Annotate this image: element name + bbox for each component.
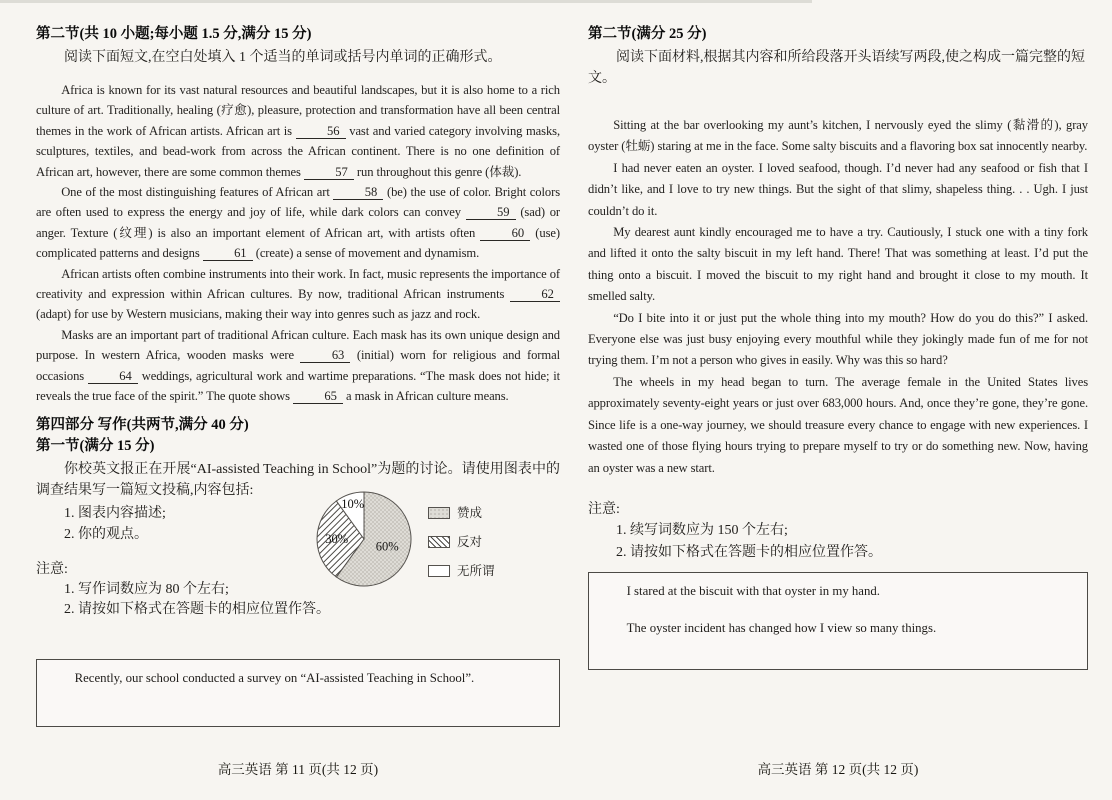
cloze-blank-59: 59 xyxy=(466,207,516,220)
pie-percent-label: 10% xyxy=(341,496,365,511)
notice-label: 注意: xyxy=(588,501,620,517)
cloze-paragraph-4: Masks are an important part of traditional African culture. Each mask has its own unique design and purpose. In western Africa, wooden masks were 63 (initial) worn for religious and formal occasions 64 weddings, agricultural work and wartime preparations. “The mask does not hide; it reveals the true face of the spirit.” The quote shows 65 a mask in African culture means. xyxy=(36,327,561,404)
page-12 xyxy=(588,24,1088,796)
notice-item: 1. 续写词数应为 150 个左右; xyxy=(616,522,788,538)
story-paragraph-2: I had never eaten an oyster. I loved seafood, though. I’d never had any seafood or fish that I didn’t like, and I love to try new things. But the sight of that slimy, shapeless thing. . . Ugh. I just couldn’t do it. xyxy=(588,160,1088,218)
continuation-opening-1: I stared at the biscuit with that oyster in my hand. xyxy=(626,583,880,598)
section1-heading: 第一节(满分 15 分) xyxy=(36,437,155,454)
legend-label: 赞成 xyxy=(457,505,483,520)
notice-items xyxy=(588,520,1088,564)
cloze-blank-56: 56 xyxy=(296,126,346,139)
continuation-opening-2: The oyster incident has changed how I view so many things. xyxy=(626,620,937,635)
answer-format-box xyxy=(588,572,1088,670)
cloze-passage xyxy=(36,80,560,407)
legend-swatch xyxy=(428,565,450,577)
cloze-blank-64: 64 xyxy=(88,371,138,384)
cloze-paragraph-2: One of the most distinguishing features of African art 58 (be) the use of color. Bright colors are often used to express the energy and joy of life, while dark colors can convey 59 (sad) or anger. Texture (纹理) is also an important element of African art, with artists often 60 (use) complicated patterns and designs 61 (create) a sense of movement and dynamism. xyxy=(36,185,560,261)
scan-edge-artifact xyxy=(0,0,812,3)
notice-item: 2. 请按如下格式在答题卡的相应位置作答。 xyxy=(616,544,882,560)
survey-pie-chart xyxy=(296,481,526,595)
writing-prompt: 你校英文报正在开展“AI-assisted Teaching in School”为题的讨论。请使用图表中的调查结果写一篇短文投稿,内容包括: xyxy=(36,461,560,498)
pie-percent-label: 60% xyxy=(375,539,399,554)
story-passage xyxy=(588,115,1088,479)
notice-item: 2. 请按如下格式在答题卡的相应位置作答。 xyxy=(64,601,330,617)
notice-item: 1. 写作词数应为 80 个左右; xyxy=(64,581,229,597)
story-paragraph-3: My dearest aunt kindly encouraged me to have a try. Cautiously, I stuck one with a tiny fork and lifted it onto the salty biscuit in my left hand. There! That was something at least. I’d put the thing onto a biscuit. I moved the biscuit to my right hand and brought it close to my mouth. It smelled salty. xyxy=(588,225,1088,304)
writing-prompt-body xyxy=(36,496,560,651)
legend-swatch xyxy=(428,507,450,519)
cloze-blank-57: 57 xyxy=(304,167,354,180)
answer-format-box xyxy=(36,659,560,727)
writing-point: 1. 图表内容描述; xyxy=(64,505,166,521)
legend-item xyxy=(428,503,495,524)
cloze-blank-58: 58 xyxy=(333,187,383,200)
page-footer: 高三英语 第 11 页(共 12 页) xyxy=(217,762,379,777)
story-paragraph-5: The wheels in my head began to turn. The average female in the United States lives approximately seventy-eight years or just over 683,000 hours. And, once they’re gone, they’re gone. Since life is a one-way journey, we should treasure every chance to engage with new experiences. I wasted one of those flying hours trying to prepare myself to try or do something new. Now, having an oyster was a new start. xyxy=(588,374,1088,475)
cloze-paragraph-1: Africa is known for its vast natural resources and beautiful landscapes, but it is also home to a rich culture of art. Traditionally, healing (疗愈), pleasure, protection and transformation have all been central themes in the work of African artists. African art is 56 vast and varied category involving masks, sculptures, textiles, and bead-work from across the African continent. There is no one definition of African art, however, there are some common themes 57 run throughout this genre (体裁). xyxy=(36,83,561,179)
pie-percent-label: 30% xyxy=(325,531,349,546)
story-paragraph-4: “Do I bite into it or just put the whole thing into my mouth? How do you do this?” I asked. Everyone else was just busy enjoying every mouthful while they jokingly made fun of me for not trying them. I’m not a person who gives in easily. Why was this so hard? xyxy=(588,310,1088,368)
legend-item xyxy=(428,532,495,553)
cloze-blank-65: 65 xyxy=(293,391,343,404)
section2-instruction: 阅读下面材料,根据其内容和所给段落开头语续写两段,使之构成一篇完整的短文。 xyxy=(588,50,1085,86)
legend-label: 反对 xyxy=(457,534,483,549)
legend-swatch xyxy=(428,536,450,548)
section2-instruction: 阅读下面短文,在空白处填入 1 个适当的单词或括号内单词的正确形式。 xyxy=(64,50,502,65)
legend-item xyxy=(428,561,495,582)
writing-point: 2. 你的观点。 xyxy=(64,526,148,542)
legend-label: 无所谓 xyxy=(457,563,495,578)
cloze-paragraph-3: African artists often combine instruments into their work. In fact, music represents the importance of creativity and expression within African cultures. By now, traditional African instruments 62 (adapt) for use by Western musicians, making their way into genres such as jazz and rock. xyxy=(36,266,560,322)
cloze-blank-60: 60 xyxy=(480,228,530,241)
page-footer: 高三英语 第 12 页(共 12 页) xyxy=(757,762,919,777)
pie-chart-svg xyxy=(296,481,436,595)
section2-heading: 第二节(共 10 小题;每小题 1.5 分,满分 15 分) xyxy=(36,26,312,42)
cloze-blank-63: 63 xyxy=(300,350,350,363)
answer-box-opening: Recently, our school conducted a survey on “AI-assisted Teaching in School”. xyxy=(74,670,475,685)
notice-label: 注意: xyxy=(36,561,68,577)
cloze-blank-62: 62 xyxy=(510,289,560,302)
section2-heading: 第二节(满分 25 分) xyxy=(588,26,707,42)
page-11 xyxy=(36,24,560,796)
story-paragraph-1: Sitting at the bar overlooking my aunt’s kitchen, I nervously eyed the slimy (黏滑的), gray oyster (牡蛎) staring at me in the face. Some salty biscuits and a flavoring box sat innocently nearby. xyxy=(588,118,1088,154)
cloze-blank-61: 61 xyxy=(203,248,253,261)
chart-legend xyxy=(428,503,495,590)
part4-heading: 第四部分 写作(共两节,满分 40 分) xyxy=(36,416,249,433)
